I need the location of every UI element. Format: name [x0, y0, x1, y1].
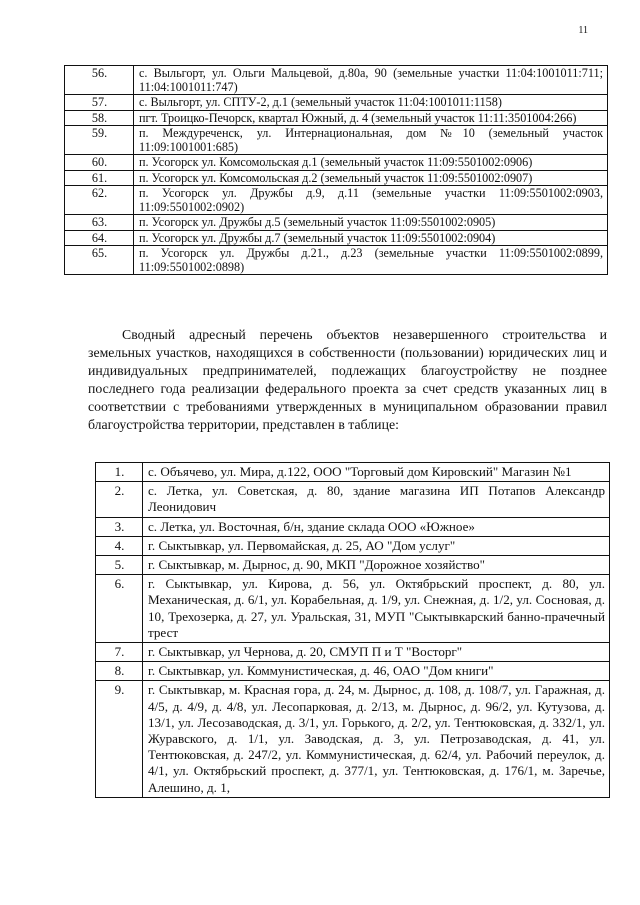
row-address: с. Выльгорт, ул. СПТУ-2, д.1 (земельный участок 11:04:1001011:1158) — [134, 95, 608, 111]
row-number: 58. — [65, 110, 134, 126]
table-row — [65, 170, 608, 186]
row-address: п. Усогорск ул. Дружбы д.5 (земельный участок 11:09:5501002:0905) — [134, 215, 608, 231]
row-address: г. Сыктывкар, ул Чернова, д. 20, СМУП П и Т "Восторг" — [143, 643, 610, 662]
table-row — [96, 681, 610, 797]
summary-paragraph: Сводный адресный перечень объектов незавершенного строительства и земельных участков, находящихся в собственности (пользовании) юридических лиц и индивидуальных предпринимателей, подлежащих благоустройству не позднее последнего года реализации федерального проекта за счет средств указанных лиц в соответствии с требованиями утвержденных в муниципальном образовании правил благоустройства территории, представлен в таблице: — [88, 327, 607, 432]
row-number: 63. — [65, 215, 134, 231]
row-number: 59. — [65, 126, 134, 155]
row-number: 9. — [96, 681, 143, 797]
table-row — [96, 556, 610, 575]
row-number: 2. — [96, 482, 143, 517]
table-row — [65, 246, 608, 275]
table-row — [65, 155, 608, 171]
address-table-bottom — [95, 462, 610, 798]
table-row — [65, 110, 608, 126]
row-address: с. Летка, ул. Советская, д. 80, здание магазина ИП Потапов Александр Леонидович — [143, 482, 610, 517]
table-row — [65, 215, 608, 231]
table-row — [65, 66, 608, 95]
row-address: п. Усогорск ул. Дружбы д.9, д.11 (земельные участки 11:09:5501002:0903, 11:09:5501002:0902) — [134, 186, 608, 215]
row-address: г. Сыктывкар, ул. Первомайская, д. 25, АО "Дом услуг" — [143, 536, 610, 555]
table-row — [96, 662, 610, 681]
row-number: 7. — [96, 643, 143, 662]
row-address: п. Усогорск ул. Дружбы д.21., д.23 (земельные участки 11:09:5501002:0899, 11:09:5501002:0898) — [134, 246, 608, 275]
table-row — [65, 230, 608, 246]
table-row — [96, 575, 610, 643]
row-number: 62. — [65, 186, 134, 215]
row-number: 56. — [65, 66, 134, 95]
row-number: 65. — [65, 246, 134, 275]
table-row — [65, 126, 608, 155]
table-row — [96, 463, 610, 482]
row-address: г. Сыктывкар, м. Красная гора, д. 24, м. Дырнос, д. 108, д. 108/7, ул. Гаражная, д. 4/5, д. 4/9, д. 4/8, ул. Лесопарковая, д. 2/13, м. Дырнос, д. 96/2, ул. Кутузова, д. 13/1, ул. Лесозаводская, д. 3/1, ул. Горького, д. 2/2, ул. Тентюковская, д. 332/1, ул. Журавского, д. 1/1, ул. Заводская, д. 3, ул. Петрозаводская, д. 41, ул. Тентюковская, д. 247/2, ул. Коммунистическая, д. 62/4, ул. Рабочий переулок, д. 4/1, ул. Октябрьский проспект, д. 377/1, ул. Тентюковская, д. 176/1, м. Заречье, Алешино, д. 1, — [143, 681, 610, 797]
row-address: пгт. Троицко-Печорск, квартал Южный, д. 4 (земельный участок 11:11:3501004:266) — [134, 110, 608, 126]
table-row — [96, 536, 610, 555]
row-address: п. Междуреченск, ул. Интернациональная, дом №10 (земельный участок 11:09:1001001:685) — [134, 126, 608, 155]
row-number: 3. — [96, 517, 143, 536]
row-address: с. Объячево, ул. Мира, д.122, ООО "Торговый дом Кировский" Магазин №1 — [143, 463, 610, 482]
row-address: г. Сыктывкар, ул. Коммунистическая, д. 46, ОАО "Дом книги" — [143, 662, 610, 681]
row-number: 6. — [96, 575, 143, 643]
row-address: п. Усогорск ул. Дружбы д.7 (земельный участок 11:09:5501002:0904) — [134, 230, 608, 246]
row-number: 5. — [96, 556, 143, 575]
table-row — [96, 643, 610, 662]
row-number: 60. — [65, 155, 134, 171]
row-address: п. Усогорск ул. Комсомольская д.2 (земельный участок 11:09:5501002:0907) — [134, 170, 608, 186]
row-number: 64. — [65, 230, 134, 246]
table-row — [96, 517, 610, 536]
row-number: 57. — [65, 95, 134, 111]
table-row — [96, 482, 610, 517]
row-number: 8. — [96, 662, 143, 681]
table-row — [65, 186, 608, 215]
row-number: 61. — [65, 170, 134, 186]
row-address: г. Сыктывкар, ул. Кирова, д. 56, ул. Октябрьский проспект, д. 80, ул. Механическая, д. 6/1, ул. Корабельная, д. 1/9, ул. Снежная, д. 1/2, ул. Сосновая, д. 10, Трехозерка, д. 27, ул. Уральская, 31, МУП "Сыктывкарский банно-прачечный трест — [143, 575, 610, 643]
row-address: с. Выльгорт, ул. Ольги Мальцевой, д.80а, 90 (земельные участки 11:04:1001011:711; 11:04:1001011:747) — [134, 66, 608, 95]
row-address: г. Сыктывкар, м. Дырнос, д. 90, МКП "Дорожное хозяйство" — [143, 556, 610, 575]
table-row — [65, 95, 608, 111]
row-address: п. Усогорск ул. Комсомольская д.1 (земельный участок 11:09:5501002:0906) — [134, 155, 608, 171]
row-address: с. Летка, ул. Восточная, б/н, здание склада ООО «Южное» — [143, 517, 610, 536]
address-table-top — [64, 65, 608, 275]
row-number: 1. — [96, 463, 143, 482]
page-number: 11 — [578, 25, 588, 36]
row-number: 4. — [96, 536, 143, 555]
